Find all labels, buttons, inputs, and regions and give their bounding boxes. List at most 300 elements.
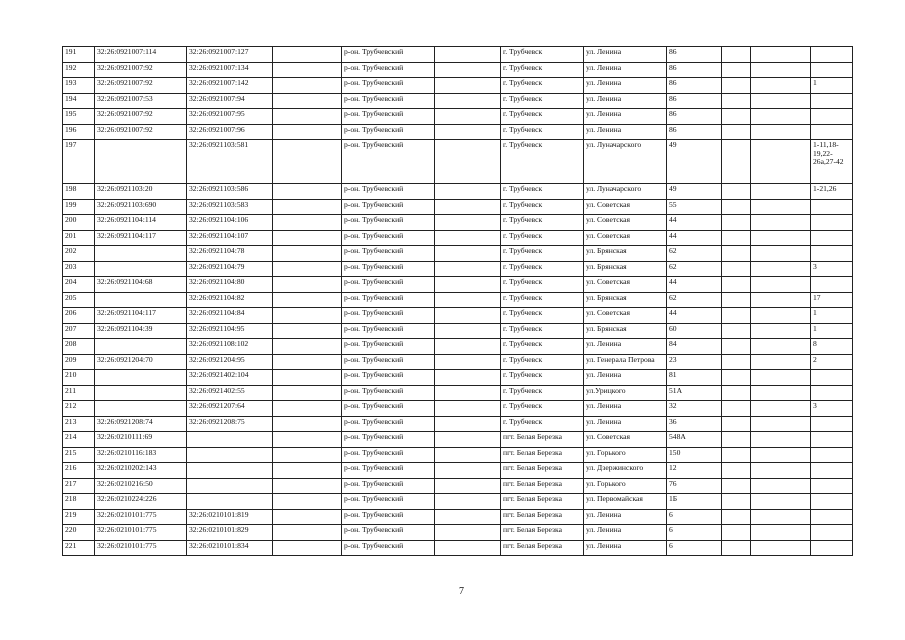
cell-settlement: г. Трубчевск <box>501 62 584 78</box>
cell-apartment-numbers <box>811 230 853 246</box>
cell-district: р-он. Трубчевский <box>342 478 435 494</box>
cell-empty-col <box>273 354 342 370</box>
cell-cadastral-number-land: 32:26:0921104:68 <box>95 277 187 293</box>
cell-district: р-он. Трубчевский <box>342 416 435 432</box>
cell-house-number: 86 <box>667 78 722 94</box>
cell-empty-col-3 <box>722 370 751 386</box>
cell-district: р-он. Трубчевский <box>342 199 435 215</box>
cell-empty-col-3 <box>722 354 751 370</box>
cell-empty-col-2 <box>435 308 501 324</box>
cell-empty-col-3 <box>722 478 751 494</box>
cell-empty-col-2 <box>435 339 501 355</box>
cell-house-number: 62 <box>667 292 722 308</box>
cell-cadastral-number-building: 32:26:0921104:82 <box>187 292 273 308</box>
cell-cadastral-number-building: 32:26:0921104:95 <box>187 323 273 339</box>
cell-row-number: 196 <box>63 124 95 140</box>
cell-cadastral-number-land <box>95 292 187 308</box>
cell-house-number: 6 <box>667 525 722 541</box>
cell-apartment-numbers: 1 <box>811 323 853 339</box>
cell-house-number: 49 <box>667 140 722 184</box>
cell-row-number: 193 <box>63 78 95 94</box>
cell-cadastral-number-land: 32:26:0921104:117 <box>95 230 187 246</box>
cell-empty-col-2 <box>435 47 501 63</box>
cell-cadastral-number-land: 32:26:0210224:226 <box>95 494 187 510</box>
cell-street: ул.Урицкого <box>584 385 667 401</box>
table-row <box>63 494 853 510</box>
cell-settlement: г. Трубчевск <box>501 140 584 184</box>
cell-settlement: г. Трубчевск <box>501 323 584 339</box>
cell-cadastral-number-building: 32:26:0921204:95 <box>187 354 273 370</box>
cell-empty-col <box>273 432 342 448</box>
cell-empty-col <box>273 494 342 510</box>
cell-row-number: 212 <box>63 401 95 417</box>
cell-settlement: г. Трубчевск <box>501 370 584 386</box>
cell-settlement: г. Трубчевск <box>501 246 584 262</box>
cell-row-number: 199 <box>63 199 95 215</box>
cell-cadastral-number-land: 32:26:0921103:690 <box>95 199 187 215</box>
cell-apartment-numbers: 3 <box>811 261 853 277</box>
cell-district: р-он. Трубчевский <box>342 184 435 200</box>
cell-settlement: г. Трубчевск <box>501 277 584 293</box>
cell-district: р-он. Трубчевский <box>342 292 435 308</box>
cell-district: р-он. Трубчевский <box>342 525 435 541</box>
cell-empty-col-2 <box>435 540 501 556</box>
cell-house-number: 1Б <box>667 494 722 510</box>
cell-cadastral-number-land: 32:26:0210101:775 <box>95 540 187 556</box>
cell-empty-col <box>273 339 342 355</box>
cell-apartment-numbers <box>811 62 853 78</box>
cell-empty-col <box>273 308 342 324</box>
table-row <box>63 339 853 355</box>
cell-house-number: 86 <box>667 62 722 78</box>
registry-table <box>62 46 853 556</box>
cell-row-number: 221 <box>63 540 95 556</box>
cell-district: р-он. Трубчевский <box>342 78 435 94</box>
cell-cadastral-number-land <box>95 401 187 417</box>
cell-apartment-numbers <box>811 199 853 215</box>
cell-empty-col-4 <box>751 47 811 63</box>
cell-empty-col <box>273 323 342 339</box>
cell-row-number: 216 <box>63 463 95 479</box>
cell-street: ул. Ленина <box>584 93 667 109</box>
cell-settlement: г. Трубчевск <box>501 47 584 63</box>
cell-empty-col <box>273 199 342 215</box>
table-row <box>63 432 853 448</box>
cell-empty-col-3 <box>722 447 751 463</box>
cell-cadastral-number-land: 32:26:0210202:143 <box>95 463 187 479</box>
table-row <box>63 401 853 417</box>
cell-cadastral-number-land: 32:26:0210101:775 <box>95 525 187 541</box>
cell-empty-col <box>273 109 342 125</box>
cell-street: ул. Ленина <box>584 339 667 355</box>
cell-apartment-numbers: 1 <box>811 78 853 94</box>
cell-cadastral-number-building: 32:26:0921007:96 <box>187 124 273 140</box>
cell-apartment-numbers <box>811 93 853 109</box>
table-row <box>63 93 853 109</box>
cell-settlement: г. Трубчевск <box>501 109 584 125</box>
cell-empty-col-2 <box>435 292 501 308</box>
cell-empty-col-2 <box>435 246 501 262</box>
table-row <box>63 463 853 479</box>
cell-street: ул. Советская <box>584 215 667 231</box>
cell-cadastral-number-land: 32:26:0921007:92 <box>95 109 187 125</box>
cell-cadastral-number-land: 32:26:0921103:20 <box>95 184 187 200</box>
cell-cadastral-number-land <box>95 370 187 386</box>
cell-settlement: пгт. Белая Березка <box>501 432 584 448</box>
cell-empty-col-4 <box>751 184 811 200</box>
cell-district: р-он. Трубчевский <box>342 261 435 277</box>
cell-district: р-он. Трубчевский <box>342 540 435 556</box>
cell-house-number: 81 <box>667 370 722 386</box>
cell-cadastral-number-building: 32:26:0921007:95 <box>187 109 273 125</box>
cell-empty-col-3 <box>722 385 751 401</box>
cell-street: ул. Горького <box>584 447 667 463</box>
cell-settlement: г. Трубчевск <box>501 308 584 324</box>
cell-cadastral-number-building <box>187 463 273 479</box>
cell-empty-col-3 <box>722 277 751 293</box>
cell-street: ул. Брянская <box>584 261 667 277</box>
cell-empty-col-4 <box>751 416 811 432</box>
cell-empty-col-4 <box>751 385 811 401</box>
cell-empty-col-4 <box>751 308 811 324</box>
cell-settlement: г. Трубчевск <box>501 401 584 417</box>
cell-empty-col-4 <box>751 78 811 94</box>
cell-apartment-numbers: 17 <box>811 292 853 308</box>
cell-cadastral-number-building: 32:26:0921208:75 <box>187 416 273 432</box>
cell-apartment-numbers <box>811 463 853 479</box>
cell-empty-col-3 <box>722 93 751 109</box>
table-row <box>63 246 853 262</box>
cell-settlement: г. Трубчевск <box>501 199 584 215</box>
cell-row-number: 198 <box>63 184 95 200</box>
cell-empty-col-2 <box>435 277 501 293</box>
cell-house-number: 51А <box>667 385 722 401</box>
cell-street: ул. Советская <box>584 432 667 448</box>
cell-empty-col-3 <box>722 525 751 541</box>
cell-empty-col-3 <box>722 261 751 277</box>
table-row <box>63 385 853 401</box>
cell-empty-col-3 <box>722 230 751 246</box>
cell-street: ул. Советская <box>584 277 667 293</box>
cell-settlement: г. Трубчевск <box>501 385 584 401</box>
cell-empty-col-2 <box>435 509 501 525</box>
cell-district: р-он. Трубчевский <box>342 370 435 386</box>
cell-empty-col <box>273 93 342 109</box>
cell-row-number: 209 <box>63 354 95 370</box>
cell-district: р-он. Трубчевский <box>342 47 435 63</box>
cell-cadastral-number-land: 32:26:0921104:114 <box>95 215 187 231</box>
cell-cadastral-number-land: 32:26:0921104:39 <box>95 323 187 339</box>
cell-empty-col-2 <box>435 93 501 109</box>
cell-apartment-numbers <box>811 540 853 556</box>
cell-apartment-numbers: 3 <box>811 401 853 417</box>
cell-cadastral-number-building: 32:26:0210101:829 <box>187 525 273 541</box>
cell-empty-col <box>273 230 342 246</box>
cell-empty-col-3 <box>722 47 751 63</box>
cell-district: р-он. Трубчевский <box>342 385 435 401</box>
cell-street: ул. Ленина <box>584 109 667 125</box>
cell-cadastral-number-land: 32:26:0921007:53 <box>95 93 187 109</box>
cell-apartment-numbers: 1-11,18-19,22-26а,27-42 <box>811 140 853 184</box>
cell-house-number: 44 <box>667 308 722 324</box>
cell-empty-col <box>273 509 342 525</box>
cell-district: р-он. Трубчевский <box>342 215 435 231</box>
cell-empty-col-4 <box>751 140 811 184</box>
cell-house-number: 23 <box>667 354 722 370</box>
cell-district: р-он. Трубчевский <box>342 354 435 370</box>
cell-empty-col <box>273 78 342 94</box>
cell-settlement: г. Трубчевск <box>501 354 584 370</box>
cell-apartment-numbers <box>811 416 853 432</box>
cell-empty-col-4 <box>751 93 811 109</box>
cell-row-number: 201 <box>63 230 95 246</box>
cell-house-number: 62 <box>667 246 722 262</box>
cell-empty-col-2 <box>435 78 501 94</box>
cell-settlement: г. Трубчевск <box>501 230 584 246</box>
cell-apartment-numbers <box>811 525 853 541</box>
cell-empty-col <box>273 246 342 262</box>
cell-empty-col-3 <box>722 416 751 432</box>
cell-empty-col-4 <box>751 354 811 370</box>
cell-cadastral-number-building: 32:26:0921104:84 <box>187 308 273 324</box>
cell-district: р-он. Трубчевский <box>342 140 435 184</box>
cell-house-number: 55 <box>667 199 722 215</box>
cell-settlement: г. Трубчевск <box>501 416 584 432</box>
cell-empty-col-4 <box>751 109 811 125</box>
cell-empty-col-2 <box>435 432 501 448</box>
cell-cadastral-number-building: 32:26:0921104:106 <box>187 215 273 231</box>
cell-apartment-numbers: 2 <box>811 354 853 370</box>
cell-empty-col-4 <box>751 494 811 510</box>
cell-empty-col <box>273 401 342 417</box>
cell-cadastral-number-building <box>187 494 273 510</box>
cell-street: ул. Ленина <box>584 47 667 63</box>
table-row <box>63 199 853 215</box>
cell-empty-col-3 <box>722 463 751 479</box>
cell-empty-col-4 <box>751 370 811 386</box>
cell-street: ул. Дзержинского <box>584 463 667 479</box>
cell-apartment-numbers <box>811 277 853 293</box>
cell-street: ул. Луначарского <box>584 140 667 184</box>
cell-settlement: г. Трубчевск <box>501 339 584 355</box>
cell-district: р-он. Трубчевский <box>342 323 435 339</box>
cell-street: ул. Советская <box>584 199 667 215</box>
cell-empty-col-3 <box>722 62 751 78</box>
cell-cadastral-number-land: 32:26:0210116:183 <box>95 447 187 463</box>
page-number: 7 <box>459 586 464 597</box>
cell-empty-col-3 <box>722 401 751 417</box>
cell-apartment-numbers <box>811 246 853 262</box>
cell-empty-col-4 <box>751 401 811 417</box>
cell-district: р-он. Трубчевский <box>342 494 435 510</box>
table-row <box>63 78 853 94</box>
cell-empty-col-3 <box>722 432 751 448</box>
cell-apartment-numbers <box>811 447 853 463</box>
cell-district: р-он. Трубчевский <box>342 308 435 324</box>
cell-cadastral-number-building: 32:26:0921108:102 <box>187 339 273 355</box>
cell-empty-col-4 <box>751 277 811 293</box>
cell-cadastral-number-building: 32:26:0921104:79 <box>187 261 273 277</box>
cell-empty-col-3 <box>722 494 751 510</box>
cell-street: ул. Ленина <box>584 509 667 525</box>
cell-empty-col-4 <box>751 540 811 556</box>
cell-district: р-он. Трубчевский <box>342 432 435 448</box>
table-row <box>63 447 853 463</box>
cell-row-number: 191 <box>63 47 95 63</box>
cell-row-number: 219 <box>63 509 95 525</box>
cell-settlement: г. Трубчевск <box>501 124 584 140</box>
cell-empty-col-2 <box>435 494 501 510</box>
cell-cadastral-number-building: 32:26:0921103:583 <box>187 199 273 215</box>
cell-settlement: г. Трубчевск <box>501 78 584 94</box>
cell-empty-col <box>273 447 342 463</box>
cell-row-number: 204 <box>63 277 95 293</box>
cell-settlement: пгт. Белая Березка <box>501 525 584 541</box>
cell-empty-col-3 <box>722 109 751 125</box>
cell-empty-col <box>273 124 342 140</box>
cell-cadastral-number-building: 32:26:0921402:55 <box>187 385 273 401</box>
cell-settlement: г. Трубчевск <box>501 261 584 277</box>
table-row <box>63 416 853 432</box>
cell-district: р-он. Трубчевский <box>342 277 435 293</box>
cell-district: р-он. Трубчевский <box>342 93 435 109</box>
cell-empty-col-4 <box>751 323 811 339</box>
cell-empty-col <box>273 62 342 78</box>
cell-settlement: пгт. Белая Березка <box>501 463 584 479</box>
cell-settlement: г. Трубчевск <box>501 93 584 109</box>
cell-cadastral-number-building <box>187 447 273 463</box>
cell-cadastral-number-building: 32:26:0921007:127 <box>187 47 273 63</box>
table-row <box>63 525 853 541</box>
table-row <box>63 109 853 125</box>
cell-apartment-numbers <box>811 370 853 386</box>
cell-empty-col <box>273 140 342 184</box>
cell-settlement: пгт. Белая Березка <box>501 494 584 510</box>
cell-row-number: 205 <box>63 292 95 308</box>
cell-house-number: 44 <box>667 215 722 231</box>
cell-empty-col-2 <box>435 230 501 246</box>
cell-house-number: 548А <box>667 432 722 448</box>
table-row <box>63 509 853 525</box>
cell-empty-col-4 <box>751 246 811 262</box>
cell-row-number: 206 <box>63 308 95 324</box>
cell-settlement: пгт. Белая Березка <box>501 509 584 525</box>
cell-empty-col <box>273 478 342 494</box>
cell-cadastral-number-building: 32:26:0921007:134 <box>187 62 273 78</box>
cell-cadastral-number-land: 32:26:0210111:69 <box>95 432 187 448</box>
cell-house-number: 6 <box>667 540 722 556</box>
cell-empty-col-3 <box>722 184 751 200</box>
cell-empty-col-2 <box>435 447 501 463</box>
cell-empty-col <box>273 416 342 432</box>
cell-apartment-numbers <box>811 215 853 231</box>
table-row <box>63 62 853 78</box>
cell-empty-col <box>273 292 342 308</box>
table-row <box>63 370 853 386</box>
cell-empty-col-4 <box>751 525 811 541</box>
cell-empty-col-4 <box>751 432 811 448</box>
cell-cadastral-number-land <box>95 140 187 184</box>
cell-settlement: г. Трубчевск <box>501 215 584 231</box>
cell-row-number: 194 <box>63 93 95 109</box>
cell-cadastral-number-building: 32:26:0921104:78 <box>187 246 273 262</box>
cell-empty-col-3 <box>722 509 751 525</box>
cell-empty-col-2 <box>435 525 501 541</box>
cell-district: р-он. Трубчевский <box>342 339 435 355</box>
table-body <box>63 47 853 556</box>
cell-district: р-он. Трубчевский <box>342 509 435 525</box>
cell-district: р-он. Трубчевский <box>342 463 435 479</box>
cell-row-number: 200 <box>63 215 95 231</box>
cell-row-number: 203 <box>63 261 95 277</box>
cell-empty-col <box>273 385 342 401</box>
cell-district: р-он. Трубчевский <box>342 230 435 246</box>
cell-settlement: пгт. Белая Березка <box>501 478 584 494</box>
cell-empty-col-2 <box>435 261 501 277</box>
cell-street: ул. Ленина <box>584 78 667 94</box>
cell-settlement: г. Трубчевск <box>501 184 584 200</box>
cell-empty-col-3 <box>722 308 751 324</box>
cell-apartment-numbers <box>811 494 853 510</box>
cell-empty-col-2 <box>435 140 501 184</box>
cell-apartment-numbers <box>811 124 853 140</box>
cell-cadastral-number-building: 32:26:0210101:834 <box>187 540 273 556</box>
cell-cadastral-number-building: 32:26:0921402:104 <box>187 370 273 386</box>
cell-house-number: 150 <box>667 447 722 463</box>
cell-cadastral-number-building <box>187 432 273 448</box>
cell-cadastral-number-land: 32:26:0210216:50 <box>95 478 187 494</box>
cell-district: р-он. Трубчевский <box>342 109 435 125</box>
cell-house-number: 44 <box>667 230 722 246</box>
cell-street: ул. Ленина <box>584 525 667 541</box>
cell-cadastral-number-building: 32:26:0921007:94 <box>187 93 273 109</box>
cell-empty-col-2 <box>435 215 501 231</box>
cell-cadastral-number-land <box>95 339 187 355</box>
cell-street: ул. Брянская <box>584 292 667 308</box>
cell-empty-col-2 <box>435 463 501 479</box>
cell-street: ул. Советская <box>584 308 667 324</box>
cell-row-number: 197 <box>63 140 95 184</box>
cell-row-number: 208 <box>63 339 95 355</box>
cell-cadastral-number-land: 32:26:0210101:775 <box>95 509 187 525</box>
cell-empty-col <box>273 463 342 479</box>
cell-house-number: 62 <box>667 261 722 277</box>
cell-cadastral-number-land: 32:26:0921007:114 <box>95 47 187 63</box>
cell-street: ул. Луначарского <box>584 184 667 200</box>
cell-cadastral-number-land: 32:26:0921208:74 <box>95 416 187 432</box>
cell-street: ул. Брянская <box>584 323 667 339</box>
table-row <box>63 124 853 140</box>
cell-row-number: 207 <box>63 323 95 339</box>
cell-empty-col-2 <box>435 199 501 215</box>
table-row <box>63 47 853 63</box>
cell-empty-col-4 <box>751 509 811 525</box>
cell-house-number: 84 <box>667 339 722 355</box>
cell-empty-col-4 <box>751 230 811 246</box>
cell-row-number: 218 <box>63 494 95 510</box>
cell-house-number: 86 <box>667 93 722 109</box>
cell-cadastral-number-building: 32:26:0921007:142 <box>187 78 273 94</box>
cell-street: ул. Ленина <box>584 62 667 78</box>
cell-row-number: 202 <box>63 246 95 262</box>
cell-empty-col-2 <box>435 109 501 125</box>
cell-empty-col-4 <box>751 292 811 308</box>
cell-cadastral-number-land <box>95 261 187 277</box>
cell-row-number: 192 <box>63 62 95 78</box>
cell-empty-col-3 <box>722 78 751 94</box>
cell-district: р-он. Трубчевский <box>342 246 435 262</box>
cell-district: р-он. Трубчевский <box>342 447 435 463</box>
